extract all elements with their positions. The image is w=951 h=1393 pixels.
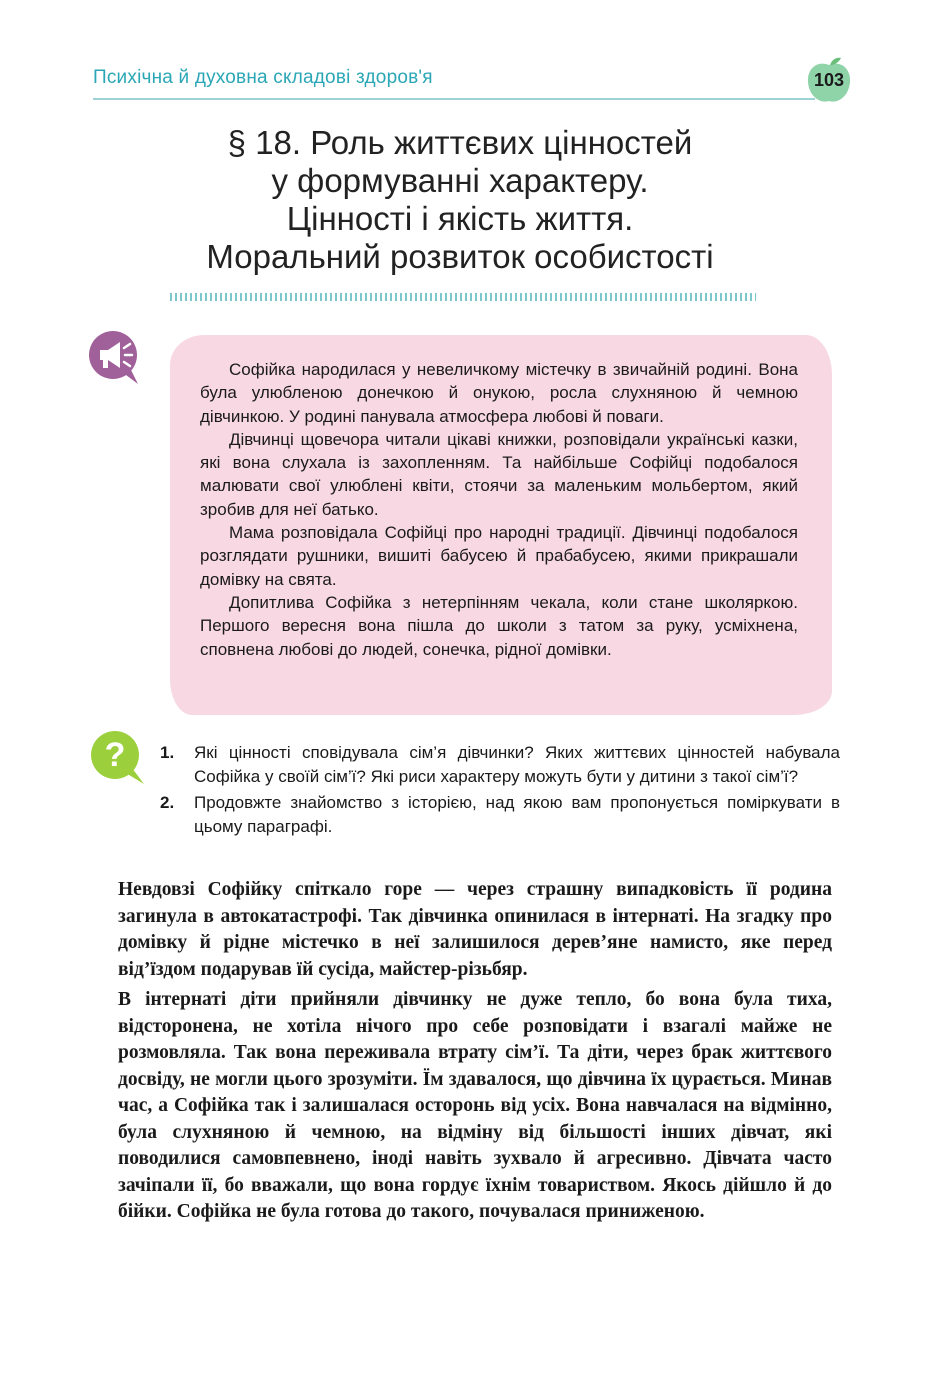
question-list <box>160 741 840 841</box>
body-paragraph: В інтернаті діти прийняли дівчинку не дуже тепло, бо вона була тиха, відсторонена, не хотіла нічого про себе розповідати і взагалі майже не розмовляла. Так вона переживала втрату сім’ї. Та діти, через брак життєвого досвіду, не могли цього зрозуміти. Їм здавалося, що дівчина їх цурається. Минав час, а Софійка так і залишалася осторонь від усіх. Вона навчалася на відмінно, була слухняною й чемною, на відміну від більшості інших дівчат, які поводилися самовпевнено, іноді навіть зухвало й агресивно. Дівчата часто зачіпали її, бо вважали, що вона гордує їхнім товариством. Якось дійшло й до бійки. Софійка не була готова до такого, почувалася приниженою. <box>118 989 832 1222</box>
title-line: § 18. Роль життєвих цінностей <box>227 124 693 161</box>
header-rule <box>93 98 815 100</box>
question-item <box>160 741 840 789</box>
question-item <box>160 791 840 839</box>
megaphone-icon <box>86 328 148 391</box>
body-paragraph: Невдовзі Софійку спіткало горе — через страшну випадковість її родина загинула в автокатастрофі. Так дівчинка опинилася в інтернаті. На згадку про домівку й рідне містечко в неї залишилося дерев’яне намисто, яке перед від’їздом подарував їй сусіда, майстер-різьбяр. <box>118 879 832 980</box>
question-icon <box>88 728 150 791</box>
main-text <box>118 877 832 1226</box>
story-paragraph: Дівчинці щовечора читали цікаві книжки, розповідали українські казки, які вона слухала із захопленням. Та найбільше Софійці подобалося малювати свої улюблені квіти, стоячи за маленьким мольбертом, який зробив для неї батько. <box>200 429 798 519</box>
story-paragraph: Софійка народилася у невеличкому містечку в звичайній родині. Вона була улюбленою донечкою й онукою, росла слухняною й чемною дівчинкою. У родині панувала атмосфера любові й поваги. <box>200 360 798 426</box>
story-paragraph: Мама розповідала Софійці про народні традиції. Дівчинці подобалося розглядати рушники, вишиті бабусею й прабабусею, якими прикрашали домівку на свята. <box>200 523 798 589</box>
title-line: Моральний розвиток особистості <box>206 238 714 275</box>
title-line: у формуванні характеру. <box>271 162 649 199</box>
question-number: 2. <box>160 793 175 812</box>
svg-text:?: ? <box>104 736 126 774</box>
question-number: 1. <box>160 743 175 762</box>
story-text <box>200 358 798 661</box>
section-title <box>120 124 800 276</box>
page-number: 103 <box>813 70 845 90</box>
question-text: Продовжте знайомство з історією, над якою вам пропонується поміркувати в цьому параграфі. <box>194 793 840 836</box>
page-number-badge <box>804 56 854 106</box>
story-paragraph: Допитлива Софійка з нетерпінням чекала, коли стане школяркою. Першого вересня вона пішла до школи з татом за руку, усміхнена, сповнена любові до людей, сонечка, рідної домівки. <box>200 592 798 659</box>
title-divider <box>170 293 756 301</box>
running-head: Психічна й духовна складові здоров'я <box>93 67 433 88</box>
question-text: Які цінності сповідувала сім’я дівчинки? Яких життєвих цінностей набувала Софійка у своїй сім’ї? Які риси характеру можуть бути у дитини з такої сім’ї? <box>194 743 840 786</box>
title-line: Цінності і якість життя. <box>286 200 634 237</box>
